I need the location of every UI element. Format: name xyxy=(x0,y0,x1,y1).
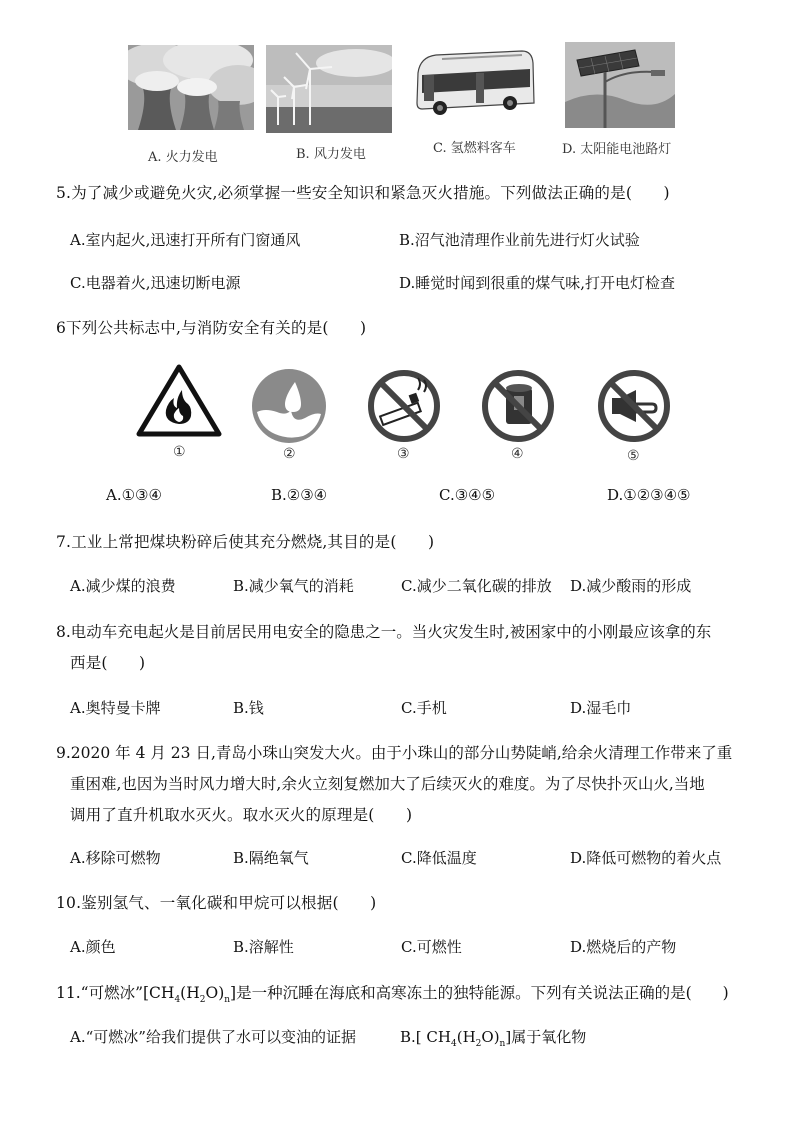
q7-option-c: C.减少二氧化碳的排放 xyxy=(401,577,552,595)
q9-option-d: D.降低可燃物的着火点 xyxy=(570,849,722,867)
photo-caption-b: B. 风力发电 xyxy=(296,147,366,162)
q10-option-d: D.燃烧后的产物 xyxy=(570,938,677,956)
sign-label-3: ③ xyxy=(397,446,410,462)
water-saving-sign-icon xyxy=(251,368,327,444)
q7-option-d: D.减少酸雨的形成 xyxy=(570,577,692,595)
q11-option-b-end: ]属于氧化物 xyxy=(505,1028,587,1046)
q5-option-d: D.睡觉时闻到很重的煤气味,打开电灯检查 xyxy=(399,274,676,292)
q11-option-a: A.“可燃冰”给我们提供了水可以变油的证据 xyxy=(70,1028,356,1046)
question-11: 11.“可燃冰$”[CH_4(H_2O)_n]$是一种沉睡在海底和高寒冻土的独特能源。下列有关说法正确的是( ) xyxy=(56,984,729,1006)
sign-label-5: ⑤ xyxy=(627,448,640,464)
q9-option-a: A.移除可燃物 xyxy=(70,849,161,867)
question-10: 10.鉴别氢气、一氧化碳和甲烷可以根据( ) xyxy=(56,894,377,912)
q5-option-a: A.室内起火,迅速打开所有门窗通风 xyxy=(70,231,301,249)
question-9-line-2: 重困难,也因为当时风力增大时,余火立刻复燃加大了后续灭火的难度。为了尽快扑灭山火,当地 xyxy=(70,775,705,793)
photo-caption-c: C. 氢燃料客车 xyxy=(433,141,516,156)
question-7: 7.工业上常把煤块粉碎后使其充分燃烧,其目的是( ) xyxy=(56,533,435,551)
no-barrel-sign-icon xyxy=(480,368,556,444)
sign-label-2: ② xyxy=(283,446,296,462)
sign-label-1: ① xyxy=(173,444,186,460)
no-smoking-sign-icon xyxy=(366,368,442,444)
q6-option-c: C.③④⑤ xyxy=(439,486,496,504)
question-6: 6下列公共标志中,与消防安全有关的是( ) xyxy=(56,319,367,337)
q5-option-b: B.沼气池清理作业前先进行灯火试验 xyxy=(399,231,640,249)
q11-option-b-start: B.[ CH xyxy=(400,1028,451,1046)
q10-option-b: B.溶解性 xyxy=(233,938,294,956)
question-11-text-start: 11.“可燃冰”[CH xyxy=(56,984,175,1002)
photo-caption-d: D. 太阳能电池路灯 xyxy=(562,142,672,157)
sign-label-4: ④ xyxy=(511,446,524,462)
q9-option-c: C.降低温度 xyxy=(401,849,477,867)
q6-option-a: A.①③④ xyxy=(106,486,162,504)
q7-option-a: A.减少煤的浪费 xyxy=(70,577,176,595)
question-5: 5.为了减少或避免火灾,必须掌握一些安全知识和紧急灭火措施。下列做法正确的是( ) xyxy=(56,184,670,202)
q6-option-d: D.①②③④⑤ xyxy=(607,486,691,504)
wind-power-photo xyxy=(266,45,392,133)
question-8-line-2: 西是( ) xyxy=(70,654,146,672)
question-9-line-3: 调用了直升机取水灭火。取水灭火的原理是( ) xyxy=(70,806,413,824)
q8-option-b: B.钱 xyxy=(233,699,264,717)
q5-option-c: C.电器着火,迅速切断电源 xyxy=(70,274,241,292)
hydrogen-bus-photo xyxy=(412,45,536,120)
q8-option-c: C.手机 xyxy=(401,699,447,717)
q11-option-b: B.[ $CH_4(H_2O)_n$]属于氧化物 xyxy=(400,1028,587,1049)
q6-option-b: B.②③④ xyxy=(271,486,328,504)
q8-option-a: A.奥特曼卡牌 xyxy=(70,699,161,717)
q10-option-c: C.可燃性 xyxy=(401,938,462,956)
thermal-power-photo xyxy=(128,45,254,130)
question-11-text-end: ]是一种沉睡在海底和高寒冻土的独特能源。下列有关说法正确的是( ) xyxy=(230,984,729,1002)
no-horn-sign-icon xyxy=(596,368,672,444)
flammable-warning-sign-icon xyxy=(136,364,222,438)
q9-option-b: B.隔绝氧气 xyxy=(233,849,309,867)
photo-caption-a: A. 火力发电 xyxy=(148,150,218,165)
q7-option-b: B.减少氧气的消耗 xyxy=(233,577,354,595)
question-9-line-1: 9.2020 年 4 月 23 日,青岛小珠山突发大火。由于小珠山的部分山势陡峭,给余火清理工作带来了重 xyxy=(56,744,733,762)
question-8-line-1: 8.电动车充电起火是目前居民用电安全的隐患之一。当火灾发生时,被困家中的小刚最应该拿的东 xyxy=(56,623,712,641)
solar-streetlight-photo xyxy=(565,42,675,128)
q8-option-d: D.湿毛巾 xyxy=(570,699,632,717)
q10-option-a: A.颜色 xyxy=(70,938,116,956)
